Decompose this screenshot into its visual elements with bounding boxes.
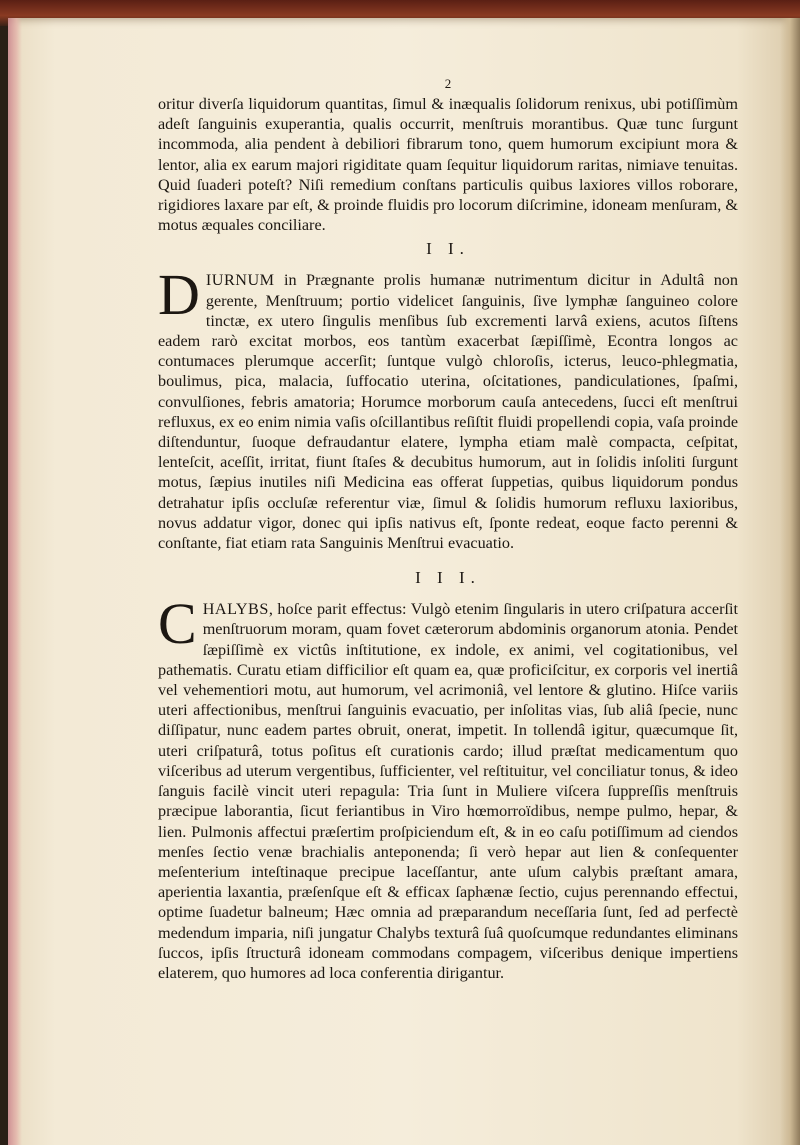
paragraph-continuation: oritur diverſa liquidorum quantitas, ſimul & inæqualis ſolidorum renixus, ubi potiſſimùm adeſt ſanguinis exuperantia, qualis occurrit, menſtruis morantibus. Quæ tunc ſurgunt incommoda, alia pendent à debiliori fibrarum tono, quem humorum excipiunt mora & lentor, alia ex earum majori rigiditate quam ſequitur liquidorum raritas, nimiave tenuitas. Quid ſuaderi poteſt? Niſi remedium conſtans particulis quibus laxiores villos roborare, rigidiores laxare par eſt, & proinde fluidis pro locorum diſcrimine, idoneam menſuram, & motus æquales conciliare.	[158, 95, 738, 235]
page-gutter-edge	[8, 18, 22, 1145]
page-text-block	[158, 76, 738, 983]
drop-cap-c: C	[158, 591, 197, 657]
paragraph-section-ii	[158, 262, 738, 553]
section-heading-iii: I I I.	[415, 568, 481, 588]
page-fore-edge	[780, 18, 800, 1145]
section-iii-body: , hoſce parit effectus: Vulgò etenim ſingularis in utero criſpatura accerſit menſtruorum moram, quam fovet cæterorum abdominis organorum atonia. Pendet ſæpiſſimè ex victûs inſtitutione, ex indole, ex animi, vel cogitationibus, vel pathematis. Curatu etiam difficilior eſt quam ea, quæ proficiſcitur, ex corporis vel inertiâ vel vehementiori motu, aut humorum, vel acrimoniâ, vel lentore & glutino. Hiſce variis uteri affectionibus, menſtrui ſanguinis evacuatio, per inſolitas vias, ſub aliâ ſpecie, nunc diſſipatur, nunc eadem partes obruit, onerat, impetit. In tollendâ igitur, quæcumque ſit, uteri criſpaturâ, totus poſitus eſt curationis cardo; illud præſtat medicamentum quo viſceribus ad uterum vergentibus, ſufficienter, vel reſtituitur, vel conciliatur tonus, & ideo ſanguis facilè vincit uteri repagula: Tria ſunt in Muliere viſcera ſuppreſſis menſtruis præcipue laborantia, ſicut feriantibus in Viro hœmorroïdibus, nempe pulmo, hepar, & lien. Pulmonis affectui præſertim proſpiciendum eſt, & in eo caſu potiſſimum ad ciendos menſes ſectio venæ brachialis anteponenda; ſi verò hepar aut lien & conſequenter meſenterium inteſtinaque precipue laceſſantur, ante uſum calybis præſtant amara, aperientia laxantia, præſenſque eſt & efficax ſaphænæ ſectio, cujus perennando effectui, optime ſuadetur balneum; Hæc omnia ad præparandum neceſſaria ſunt, ſed ad perfectè medendum imparia, niſi jungatur Chalybs texturâ ſuâ quoſcumque redundantes eliminans ſuccos, ipſis ſtructurâ idoneam commodans compagem, viſceribus denique impertiens elaterem, quo humores ad loca conferentia dirigantur.	[158, 600, 738, 982]
paragraph-section-iii	[158, 591, 738, 983]
lead-word-diurnum: IURNUM	[205, 271, 275, 290]
section-ii-body: in Prægnante prolis humanæ nutrimentum dicitur in Adultâ non gerente, Menſtruum; portio videlicet ſanguinis, ſive lymphæ ſanguineo colore tinctæ, ex utero ſingulis menſibus ſub excrementi larvâ exiens, acutos ſiſtens eadem rarò excitat morbos, eos tantùm exacerbat ſæpiſſimè, Econtra longos ac contumaces plerumque accerſit; ſuntque vulgò chloroſis, icterus, leuco-phlegmatia, boulimus, pica, malacia, ſuffocatio uterina, oſcitationes, pandiculationes, ſpaſmi, convulſiones, febris amatoria; Horumce morborum cauſa antecedens, ſucci eſt menſtrui refluxus, ex eo enim nimia vaſis oſcillantibus reſiſtit fluidi propellendi copia, vaſa proinde diſtenduntur, ſuoque defraudantur elatere, lympha etiam malè compacta, ceſpitat, lenteſcit, aceſſit, irritat, fiunt ſtaſes & decubitus humorum, aut in ſolidis inſoliti ſurgunt motus, ſæpius inutiles niſi Medicina eas offerat ſuppetias, quibus liquidorum pondus detrahatur ipſis occluſæ referentur viæ, ſimul & ſolidis humorum refluxu laxioribus, novus addatur vigor, donec qui ipſis nativus eſt, ſponte redeat, eoque facto perenni & conſtante, fiat etiam rata Sanguinis Menſtrui evacuatio.	[158, 271, 738, 553]
section-heading-ii: I I.	[426, 239, 470, 259]
lead-word-chalybs: HALYBS	[202, 600, 269, 619]
drop-cap-d: D	[158, 262, 200, 328]
page-number: 2	[444, 76, 452, 91]
